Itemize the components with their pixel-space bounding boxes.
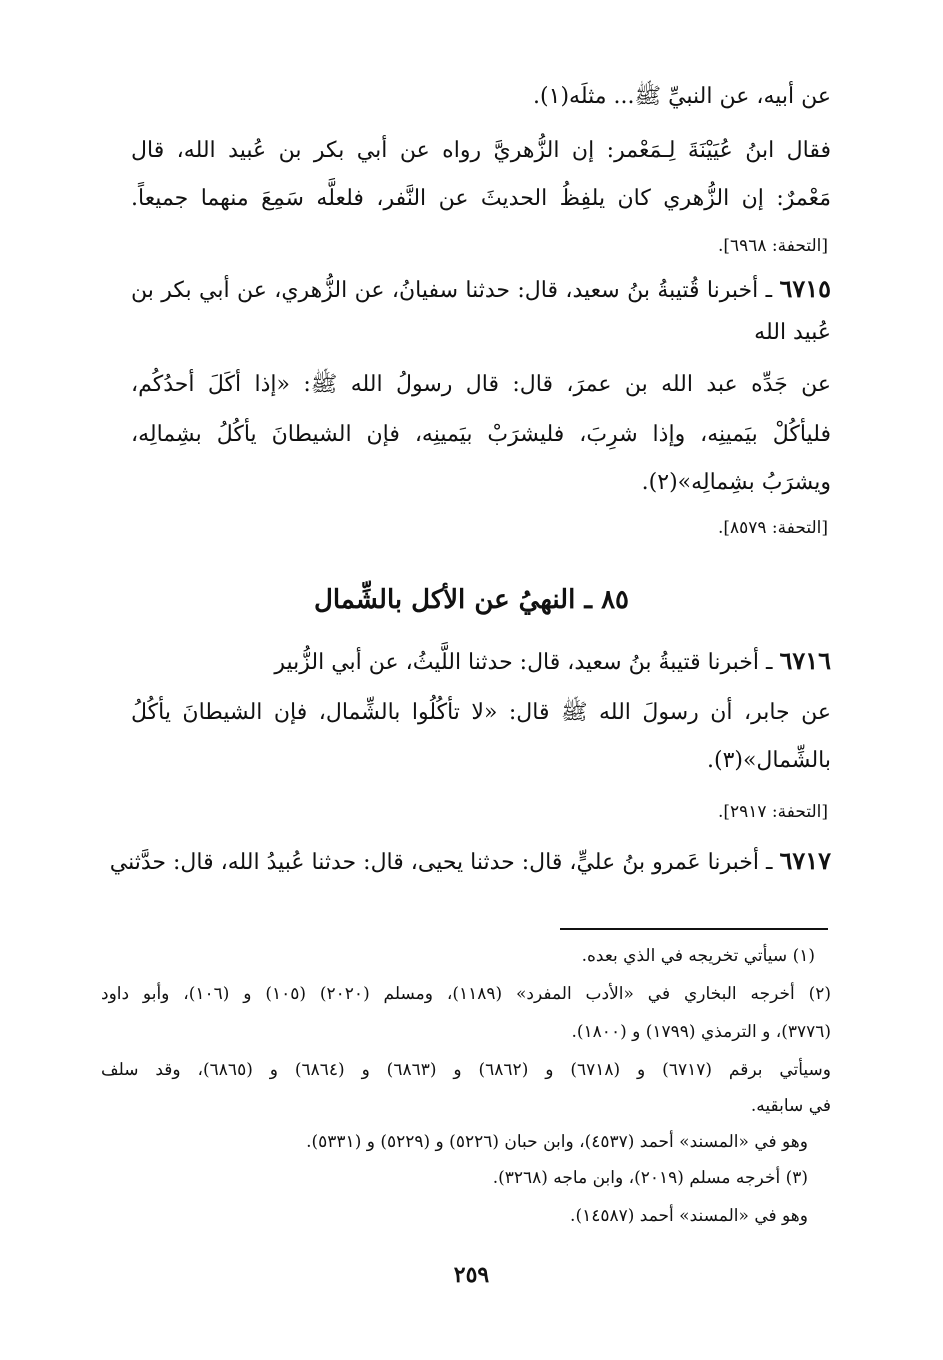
footnote-3-line-1: (٣) أخرجه مسلم (٢٠١٩)، وابن ماجه (٣٢٦٨). (492, 1168, 808, 1188)
tuhfa-reference-1: [التحفة: ٦٩٦٨]. (717, 236, 828, 256)
footnote-separator (560, 928, 828, 930)
footnote-2-line-3: وسيأتي برقم (٦٧١٧) و (٦٧١٨) و (٦٨٦٢) و (٦٨٦٣) و (٦٨٦٤) و (٦٨٦٥)، وقد سلف (101, 1060, 832, 1080)
tuhfa-reference-2: [التحفة: ٨٥٧٩]. (717, 518, 828, 538)
text-line-3: مَعْمرٌ: إن الزُّهري كان يلفِظُ الحديثَ عن النَّفر، فلعلَّه سَمِعَ منهما جميعاً. (131, 186, 831, 211)
hadith-6716-text: ـ أخبرنا قتيبةُ بنُ سعيد، قال: حدثنا اللَّيثُ، عن أبي الزُّبير (274, 650, 780, 675)
chapter-heading: ٨٥ ـ النهيُ عن الأكل بالشِّمال (313, 585, 629, 615)
tuhfa-reference-3: [التحفة: ٢٩١٧]. (717, 802, 828, 822)
hadith-number-6715: ٦٧١٥ (779, 274, 831, 303)
hadith-6716-line (131, 638, 831, 686)
text-line-7: فليأكُلْ بيَمينِه، وإذا شرِبَ، فليشرَبْ بيَمينِه، فإن الشيطانَ يأكُلُ بشِمالِه، (131, 422, 831, 447)
text-line-11: بالشِّمال»(٣). (706, 748, 831, 773)
hadith-6717-line (109, 838, 831, 886)
hadith-6715-line-2: عُبيد الله (754, 320, 831, 345)
hadith-number-6717: ٦٧١٧ (779, 846, 831, 875)
hadith-6715-line-1 (131, 266, 831, 314)
text-line-10: عن جابر، أن رسولَ الله ﷺ قال: «لا تأكُلُوا بالشِّمال، فإن الشيطانَ يأكُلُ (131, 700, 831, 725)
page-number: ٢٥٩ (453, 1262, 490, 1288)
hadith-number-6716: ٦٧١٦ (779, 646, 831, 675)
footnote-2-line-4: في سابقيه. (750, 1096, 831, 1116)
footnote-2-line-2: (٣٧٧٦)، و الترمذي (١٧٩٩) و (١٨٠٠). (571, 1022, 831, 1042)
text-line-8: ويشرَبُ بشِمالِه»(٢). (641, 470, 831, 495)
text-line-6: عن جَدِّه عبد الله بن عمرَ، قال: قال رسولُ الله ﷺ: «إذا أكَلَ أحدُكُم، (131, 372, 831, 397)
hadith-6717-text: ـ أخبرنا عَمرو بنُ عليٍّ، قال: حدثنا يحيى، قال: حدثنا عُبيدُ الله، قال: حدَّثني (109, 850, 780, 875)
footnote-3-line-2: وهو في «المسند» أحمد (١٤٥٨٧). (570, 1206, 808, 1226)
footnote-2-line-5: وهو في «المسند» أحمد (٤٥٣٧)، وابن حبان (٥٢٢٦) و (٥٢٢٩) و (٥٣٣١). (306, 1132, 808, 1152)
text-line-1: عن أبيه، عن النبيِّ ﷺ... مثلَه(١). (533, 84, 831, 109)
hadith-6715-text: ـ أخبرنا قُتيبةُ بنُ سعيد، قال: حدثنا سفيانُ، عن الزُّهري، عن أبي بكر بن (131, 278, 780, 303)
footnote-2-line-1: (٢) أخرجه البخاري في «الأدب المفرد» (١١٨٩)، ومسلم (٢٠٢٠) (١٠٥) و (١٠٦)، وأبو داود (101, 984, 832, 1004)
text-line-2: فقال ابنُ عُيَيْنَةَ لِـمَعْمر: إن الزُّهريَّ رواه عن أبي بكر بن عُبيد الله، قال (131, 138, 831, 163)
footnote-1: (١) سيأتي تخريجه في الذي بعده. (581, 946, 815, 966)
